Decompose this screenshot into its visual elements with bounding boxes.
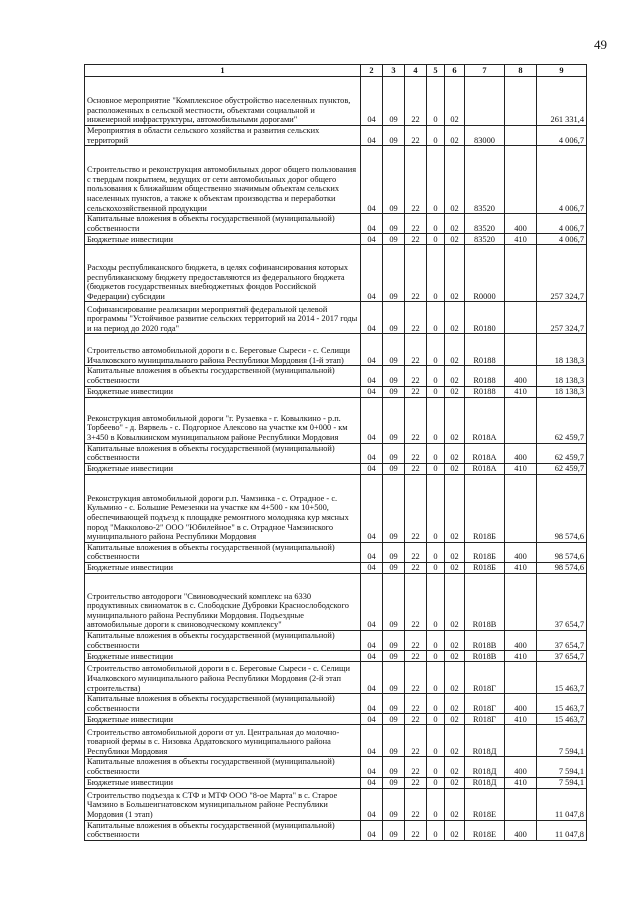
subsection-code-cell: 09	[383, 245, 405, 302]
direction-code-cell: R0000	[465, 245, 505, 302]
program-code-cell: 22	[405, 302, 427, 334]
amount-cell: 98 574,6	[537, 474, 587, 542]
description-cell: Капитальные вложения в объекты государственной (муниципальной) собственности	[85, 694, 361, 714]
expense-type-cell: 400	[505, 443, 537, 463]
description-cell: Расходы республиканского бюджета, в целях софинансирования которых республиканскому бюджету предоставляются из федерального бюджета (бюджетов государственных внебюджетных фондов Российской Федерации) субсидии	[85, 245, 361, 302]
program-code-cell: 22	[405, 694, 427, 714]
direction-code-cell: R018В	[465, 573, 505, 630]
subsection-code-cell: 09	[383, 820, 405, 840]
table-row	[85, 714, 587, 725]
program-code-cell: 22	[405, 725, 427, 757]
section-code-cell: 04	[361, 302, 383, 334]
measure-code-cell: 02	[445, 630, 465, 650]
section-code-cell: 04	[361, 366, 383, 386]
expense-type-cell: 400	[505, 214, 537, 234]
subsection-code-cell: 09	[383, 630, 405, 650]
direction-code-cell: R018Д	[465, 725, 505, 757]
description-cell: Капитальные вложения в объекты государственной (муниципальной) собственности	[85, 820, 361, 840]
measure-code-cell: 02	[445, 573, 465, 630]
subprogram-code-cell: 0	[427, 757, 445, 777]
program-code-cell: 22	[405, 714, 427, 725]
description-cell: Капитальные вложения в объекты государственной (муниципальной) собственности	[85, 542, 361, 562]
direction-code-cell: R018Е	[465, 788, 505, 820]
program-code-cell: 22	[405, 630, 427, 650]
section-code-cell: 04	[361, 573, 383, 630]
description-cell: Основное мероприятие "Комплексное обустройство населенных пунктов, расположенных в сельской местности, объектами социальной и инженерной инфраструктуры, автомобильными дорогами"	[85, 77, 361, 126]
header-cell-6: 6	[445, 65, 465, 77]
description-cell: Бюджетные инвестиции	[85, 386, 361, 397]
measure-code-cell: 02	[445, 126, 465, 146]
subprogram-code-cell: 0	[427, 234, 445, 245]
direction-code-cell	[465, 77, 505, 126]
program-code-cell: 22	[405, 386, 427, 397]
description-cell: Реконструкция автомобильной дороги р.п. Чамзинка - с. Отрадное - с. Кульмино - с. Большие Ремезенки на участке км 4+500 - км 10+500, обеспечивающей подъезд к площадке ремонтного молодняка кур мясных пород "Макколово-2" ООО "Юбилейное" в с. Отрадное Чамзинского муниципального района Республики Мордовия	[85, 474, 361, 542]
subprogram-code-cell: 0	[427, 334, 445, 366]
section-code-cell: 04	[361, 397, 383, 443]
program-code-cell: 22	[405, 397, 427, 443]
subsection-code-cell: 09	[383, 694, 405, 714]
expense-type-cell	[505, 302, 537, 334]
section-code-cell: 04	[361, 77, 383, 126]
section-code-cell: 04	[361, 820, 383, 840]
table-row	[85, 366, 587, 386]
amount-cell: 4 006,7	[537, 234, 587, 245]
section-code-cell: 04	[361, 788, 383, 820]
header-cell-5: 5	[427, 65, 445, 77]
measure-code-cell: 02	[445, 334, 465, 366]
amount-cell: 18 138,3	[537, 334, 587, 366]
direction-code-cell: R018Г	[465, 694, 505, 714]
expense-type-cell: 400	[505, 366, 537, 386]
subsection-code-cell: 09	[383, 126, 405, 146]
subprogram-code-cell: 0	[427, 463, 445, 474]
expense-type-cell	[505, 146, 537, 214]
subprogram-code-cell: 0	[427, 651, 445, 662]
direction-code-cell: R018Д	[465, 757, 505, 777]
expense-type-cell	[505, 725, 537, 757]
header-row	[85, 65, 587, 77]
measure-code-cell: 02	[445, 214, 465, 234]
subsection-code-cell: 09	[383, 651, 405, 662]
subprogram-code-cell: 0	[427, 474, 445, 542]
description-cell: Строительство подъезда к СТФ и МТФ ООО "8-ое Марта" в с. Старое Чамзино в Большеигнатовском муниципальном районе Республики Мордовия (1 этап)	[85, 788, 361, 820]
description-cell: Бюджетные инвестиции	[85, 777, 361, 788]
section-code-cell: 04	[361, 126, 383, 146]
expense-type-cell: 400	[505, 694, 537, 714]
subprogram-code-cell: 0	[427, 302, 445, 334]
expense-type-cell	[505, 662, 537, 694]
subsection-code-cell: 09	[383, 366, 405, 386]
subprogram-code-cell: 0	[427, 562, 445, 573]
description-cell: Строительство и реконструкция автомобильных дорог общего пользования с твердым покрытием, ведущих от сети автомобильных дорог общего пользования к ближайшим общественно значимым объектам сельских населенных пунктов, а также к объектам производства и переработки сельскохозяйственной продукции	[85, 146, 361, 214]
expense-type-cell	[505, 788, 537, 820]
subprogram-code-cell: 0	[427, 146, 445, 214]
subsection-code-cell: 09	[383, 386, 405, 397]
expense-type-cell: 410	[505, 562, 537, 573]
description-cell: Капитальные вложения в объекты государственной (муниципальной) собственности	[85, 214, 361, 234]
description-cell: Строительство автодороги "Свиноводческий комплекс на 6330 продуктивных свиноматок в с. Слободские Дубровки Краснослободского муниципального района Республики Мордовия. Подъездные автомобильные дороги к свиноводческому комплексу"	[85, 573, 361, 630]
measure-code-cell: 02	[445, 146, 465, 214]
subsection-code-cell: 09	[383, 302, 405, 334]
program-code-cell: 22	[405, 126, 427, 146]
amount-cell: 15 463,7	[537, 662, 587, 694]
program-code-cell: 22	[405, 542, 427, 562]
program-code-cell: 22	[405, 651, 427, 662]
measure-code-cell: 02	[445, 366, 465, 386]
program-code-cell: 22	[405, 788, 427, 820]
program-code-cell: 22	[405, 214, 427, 234]
section-code-cell: 04	[361, 714, 383, 725]
expense-type-cell: 400	[505, 820, 537, 840]
amount-cell: 257 324,7	[537, 302, 587, 334]
table-row	[85, 443, 587, 463]
subsection-code-cell: 09	[383, 334, 405, 366]
program-code-cell: 22	[405, 77, 427, 126]
amount-cell: 7 594,1	[537, 757, 587, 777]
subsection-code-cell: 09	[383, 474, 405, 542]
amount-cell: 37 654,7	[537, 651, 587, 662]
program-code-cell: 22	[405, 334, 427, 366]
amount-cell: 11 047,8	[537, 788, 587, 820]
measure-code-cell: 02	[445, 474, 465, 542]
subsection-code-cell: 09	[383, 214, 405, 234]
table-row	[85, 725, 587, 757]
program-code-cell: 22	[405, 474, 427, 542]
expense-type-cell: 400	[505, 757, 537, 777]
program-code-cell: 22	[405, 662, 427, 694]
program-code-cell: 22	[405, 820, 427, 840]
section-code-cell: 04	[361, 334, 383, 366]
direction-code-cell: R018А	[465, 463, 505, 474]
program-code-cell: 22	[405, 146, 427, 214]
table-row	[85, 386, 587, 397]
section-code-cell: 04	[361, 245, 383, 302]
program-code-cell: 22	[405, 443, 427, 463]
table-row	[85, 245, 587, 302]
subprogram-code-cell: 0	[427, 788, 445, 820]
expense-type-cell	[505, 474, 537, 542]
subprogram-code-cell: 0	[427, 573, 445, 630]
section-code-cell: 04	[361, 386, 383, 397]
section-code-cell: 04	[361, 463, 383, 474]
amount-cell: 37 654,7	[537, 573, 587, 630]
measure-code-cell: 02	[445, 562, 465, 573]
direction-code-cell: R0188	[465, 386, 505, 397]
subprogram-code-cell: 0	[427, 777, 445, 788]
table-row	[85, 820, 587, 840]
amount-cell: 261 331,4	[537, 77, 587, 126]
measure-code-cell: 02	[445, 245, 465, 302]
measure-code-cell: 02	[445, 77, 465, 126]
subsection-code-cell: 09	[383, 146, 405, 214]
amount-cell: 98 574,6	[537, 562, 587, 573]
direction-code-cell: R0180	[465, 302, 505, 334]
measure-code-cell: 02	[445, 714, 465, 725]
header-cell-9: 9	[537, 65, 587, 77]
program-code-cell: 22	[405, 245, 427, 302]
amount-cell: 18 138,3	[537, 366, 587, 386]
table-row	[85, 651, 587, 662]
direction-code-cell: R018А	[465, 397, 505, 443]
section-code-cell: 04	[361, 234, 383, 245]
program-code-cell: 22	[405, 562, 427, 573]
section-code-cell: 04	[361, 651, 383, 662]
measure-code-cell: 02	[445, 463, 465, 474]
subsection-code-cell: 09	[383, 77, 405, 126]
subsection-code-cell: 09	[383, 463, 405, 474]
measure-code-cell: 02	[445, 651, 465, 662]
expense-type-cell: 410	[505, 463, 537, 474]
subsection-code-cell: 09	[383, 757, 405, 777]
direction-code-cell: R0188	[465, 334, 505, 366]
subprogram-code-cell: 0	[427, 77, 445, 126]
expense-type-cell	[505, 334, 537, 366]
amount-cell: 7 594,1	[537, 725, 587, 757]
direction-code-cell: R018Б	[465, 542, 505, 562]
measure-code-cell: 02	[445, 397, 465, 443]
table-row	[85, 126, 587, 146]
amount-cell: 11 047,8	[537, 820, 587, 840]
program-code-cell: 22	[405, 573, 427, 630]
page-number: 49	[594, 37, 607, 52]
expense-type-cell	[505, 245, 537, 302]
measure-code-cell: 02	[445, 725, 465, 757]
table-row	[85, 334, 587, 366]
description-cell: Мероприятия в области сельского хозяйства и развития сельских территорий	[85, 126, 361, 146]
table-row	[85, 777, 587, 788]
direction-code-cell: R018Е	[465, 820, 505, 840]
measure-code-cell: 02	[445, 542, 465, 562]
direction-code-cell: 83520	[465, 214, 505, 234]
subprogram-code-cell: 0	[427, 386, 445, 397]
table-row	[85, 757, 587, 777]
description-cell: Бюджетные инвестиции	[85, 562, 361, 573]
amount-cell: 62 459,7	[537, 443, 587, 463]
subprogram-code-cell: 0	[427, 366, 445, 386]
amount-cell: 4 006,7	[537, 146, 587, 214]
subprogram-code-cell: 0	[427, 662, 445, 694]
measure-code-cell: 02	[445, 757, 465, 777]
description-cell: Капитальные вложения в объекты государственной (муниципальной) собственности	[85, 630, 361, 650]
table-row	[85, 562, 587, 573]
budget-table	[84, 64, 587, 841]
subsection-code-cell: 09	[383, 443, 405, 463]
program-code-cell: 22	[405, 234, 427, 245]
expense-type-cell: 410	[505, 386, 537, 397]
table-row	[85, 474, 587, 542]
subsection-code-cell: 09	[383, 714, 405, 725]
direction-code-cell: 83000	[465, 126, 505, 146]
direction-code-cell: R018Д	[465, 777, 505, 788]
table-row	[85, 397, 587, 443]
subprogram-code-cell: 0	[427, 694, 445, 714]
section-code-cell: 04	[361, 474, 383, 542]
table-row	[85, 77, 587, 126]
table-row	[85, 146, 587, 214]
expense-type-cell	[505, 77, 537, 126]
measure-code-cell: 02	[445, 777, 465, 788]
table-row	[85, 662, 587, 694]
direction-code-cell: R018Б	[465, 474, 505, 542]
table-row	[85, 573, 587, 630]
expense-type-cell: 410	[505, 651, 537, 662]
subsection-code-cell: 09	[383, 573, 405, 630]
subsection-code-cell: 09	[383, 777, 405, 788]
direction-code-cell: 83520	[465, 234, 505, 245]
subprogram-code-cell: 0	[427, 397, 445, 443]
subsection-code-cell: 09	[383, 397, 405, 443]
amount-cell: 18 138,3	[537, 386, 587, 397]
subprogram-code-cell: 0	[427, 725, 445, 757]
description-cell: Бюджетные инвестиции	[85, 651, 361, 662]
subprogram-code-cell: 0	[427, 214, 445, 234]
section-code-cell: 04	[361, 725, 383, 757]
amount-cell: 15 463,7	[537, 714, 587, 725]
description-cell: Строительство автомобильной дороги от ул. Центральная до молочно-товарной фермы в с. Низовка Ардатовского муниципального района Республики Мордовия	[85, 725, 361, 757]
header-cell-1: 1	[85, 65, 361, 77]
table-row	[85, 542, 587, 562]
subsection-code-cell: 09	[383, 662, 405, 694]
description-cell: Капитальные вложения в объекты государственной (муниципальной) собственности	[85, 757, 361, 777]
direction-code-cell: R0188	[465, 366, 505, 386]
expense-type-cell	[505, 126, 537, 146]
measure-code-cell: 02	[445, 694, 465, 714]
header-cell-8: 8	[505, 65, 537, 77]
expense-type-cell: 410	[505, 234, 537, 245]
amount-cell: 257 324,7	[537, 245, 587, 302]
section-code-cell: 04	[361, 542, 383, 562]
subprogram-code-cell: 0	[427, 630, 445, 650]
expense-type-cell	[505, 573, 537, 630]
subprogram-code-cell: 0	[427, 542, 445, 562]
measure-code-cell: 02	[445, 443, 465, 463]
direction-code-cell: R018В	[465, 630, 505, 650]
description-cell: Бюджетные инвестиции	[85, 463, 361, 474]
amount-cell: 4 006,7	[537, 214, 587, 234]
expense-type-cell: 410	[505, 714, 537, 725]
table-row	[85, 463, 587, 474]
section-code-cell: 04	[361, 214, 383, 234]
section-code-cell: 04	[361, 443, 383, 463]
section-code-cell: 04	[361, 757, 383, 777]
description-cell: Бюджетные инвестиции	[85, 714, 361, 725]
expense-type-cell: 400	[505, 630, 537, 650]
amount-cell: 15 463,7	[537, 694, 587, 714]
direction-code-cell: R018В	[465, 651, 505, 662]
measure-code-cell: 02	[445, 820, 465, 840]
direction-code-cell: 83520	[465, 146, 505, 214]
section-code-cell: 04	[361, 777, 383, 788]
amount-cell: 7 594,1	[537, 777, 587, 788]
program-code-cell: 22	[405, 463, 427, 474]
direction-code-cell: R018А	[465, 443, 505, 463]
table-row	[85, 234, 587, 245]
table-row	[85, 694, 587, 714]
amount-cell: 98 574,6	[537, 542, 587, 562]
subsection-code-cell: 09	[383, 562, 405, 573]
section-code-cell: 04	[361, 630, 383, 650]
subsection-code-cell: 09	[383, 234, 405, 245]
table-row	[85, 788, 587, 820]
measure-code-cell: 02	[445, 788, 465, 820]
table-row	[85, 302, 587, 334]
subsection-code-cell: 09	[383, 725, 405, 757]
description-cell: Софинансирование реализации мероприятий федеральной целевой программы "Устойчивое развитие сельских территорий на 2014 - 2017 годы и на период до 2020 года"	[85, 302, 361, 334]
subprogram-code-cell: 0	[427, 245, 445, 302]
subsection-code-cell: 09	[383, 542, 405, 562]
subprogram-code-cell: 0	[427, 126, 445, 146]
table-body	[85, 77, 587, 841]
section-code-cell: 04	[361, 562, 383, 573]
description-cell: Реконструкция автомобильной дороги "г. Рузаевка - г. Ковылкино - р.п. Торбеево" - д. Вярвель - с. Подгорное Алексово на участке км 0+000 - км 3+450 в Ковылкинском муниципальном районе Республики Мордовия	[85, 397, 361, 443]
table-row	[85, 630, 587, 650]
header-cell-2: 2	[361, 65, 383, 77]
section-code-cell: 04	[361, 694, 383, 714]
measure-code-cell: 02	[445, 662, 465, 694]
description-cell: Капитальные вложения в объекты государственной (муниципальной) собственности	[85, 366, 361, 386]
program-code-cell: 22	[405, 366, 427, 386]
expense-type-cell: 410	[505, 777, 537, 788]
expense-type-cell: 400	[505, 542, 537, 562]
table-row	[85, 214, 587, 234]
amount-cell: 62 459,7	[537, 397, 587, 443]
description-cell: Бюджетные инвестиции	[85, 234, 361, 245]
amount-cell: 37 654,7	[537, 630, 587, 650]
amount-cell: 4 006,7	[537, 126, 587, 146]
header-cell-7: 7	[465, 65, 505, 77]
subprogram-code-cell: 0	[427, 820, 445, 840]
amount-cell: 62 459,7	[537, 463, 587, 474]
header-cell-3: 3	[383, 65, 405, 77]
description-cell: Строительство автомобильной дороги в с. Береговые Сыреси - с. Селищи Ичалковского муниципального района Республики Мордовия (1-й этап)	[85, 334, 361, 366]
expense-type-cell	[505, 397, 537, 443]
measure-code-cell: 02	[445, 234, 465, 245]
subprogram-code-cell: 0	[427, 714, 445, 725]
header-cell-4: 4	[405, 65, 427, 77]
subprogram-code-cell: 0	[427, 443, 445, 463]
section-code-cell: 04	[361, 146, 383, 214]
program-code-cell: 22	[405, 777, 427, 788]
description-cell: Капитальные вложения в объекты государственной (муниципальной) собственности	[85, 443, 361, 463]
direction-code-cell: R018Г	[465, 714, 505, 725]
description-cell: Строительство автомобильной дороги в с. Береговые Сыреси - с. Селищи Ичалковского муниципального района Республики Мордовия (2-й этап строительства)	[85, 662, 361, 694]
measure-code-cell: 02	[445, 386, 465, 397]
section-code-cell: 04	[361, 662, 383, 694]
direction-code-cell: R018Г	[465, 662, 505, 694]
direction-code-cell: R018Б	[465, 562, 505, 573]
measure-code-cell: 02	[445, 302, 465, 334]
program-code-cell: 22	[405, 757, 427, 777]
subsection-code-cell: 09	[383, 788, 405, 820]
